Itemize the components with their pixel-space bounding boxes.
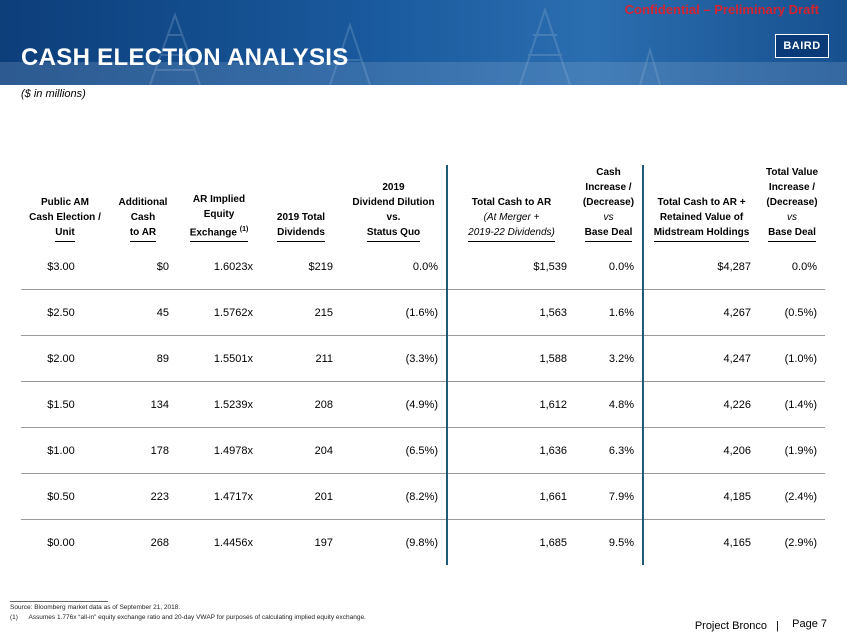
- cell-value-increase: (2.9%): [759, 520, 825, 566]
- cell-additional-cash: 45: [109, 290, 177, 336]
- cell-additional-cash: 268: [109, 520, 177, 566]
- footnote-divider: [10, 601, 108, 602]
- cell-total-dividends: 197: [261, 520, 341, 566]
- cell-cash-election: $1.50: [21, 382, 109, 428]
- cell-total-retained: $4,287: [717, 260, 751, 273]
- table-header-row: [21, 165, 825, 244]
- cell-cash-election: $1.00: [21, 428, 109, 474]
- units-note: ($ in millions): [21, 88, 86, 100]
- cell-total-dividends: 211: [261, 336, 341, 382]
- footer-project: [695, 620, 779, 632]
- cell-additional-cash: 178: [109, 428, 177, 474]
- table-row: [21, 244, 825, 290]
- header-2019-total-dividends: 2019 Total Dividends: [261, 165, 341, 244]
- table-row: [21, 290, 825, 336]
- header-total-cash-retained: Total Cash to AR + Retained Value of Midstream Holdings: [643, 165, 759, 244]
- cell-implied-exchange: 1.5501x: [177, 336, 261, 382]
- cell-dividend-dilution: (1.6%): [341, 290, 447, 336]
- cell-total-retained: 4,226: [643, 382, 759, 428]
- cell-total-cash: $1,539: [533, 260, 567, 273]
- cell-cash-increase: 9.5%: [575, 520, 643, 566]
- cell-total-dividends: 204: [261, 428, 341, 474]
- cell-total-dividends: 201: [261, 474, 341, 520]
- header-additional-cash: Additional Cash to AR: [109, 165, 177, 244]
- cell-total-cash: 1,636: [447, 428, 575, 474]
- cell-value-increase: 0.0%: [791, 260, 817, 273]
- cell-dividend-dilution: (8.2%): [341, 474, 447, 520]
- cell-cash-election: $3.00: [47, 260, 75, 273]
- cell-value-increase: (1.0%): [759, 336, 825, 382]
- cell-total-retained: 4,267: [643, 290, 759, 336]
- cell-additional-cash: 89: [109, 336, 177, 382]
- cell-cash-increase: 3.2%: [575, 336, 643, 382]
- confidential-label: Confidential – Preliminary Draft: [624, 2, 819, 17]
- footnote-1-text: Assumes 1.776x “all-in” equity exchange ratio and 20-day VWAP for purposes of calculating implied equity exchange.: [28, 614, 366, 621]
- cell-cash-election: $2.50: [21, 290, 109, 336]
- cell-total-cash: 1,588: [447, 336, 575, 382]
- cell-total-dividends: 215: [261, 290, 341, 336]
- header-dividend-dilution: 2019 Dividend Dilution vs. Status Quo: [341, 165, 447, 244]
- header-cash-increase: Cash Increase / (Decrease) vs Base Deal: [575, 165, 643, 244]
- cell-total-cash: 1,612: [447, 382, 575, 428]
- cell-cash-increase: 1.6%: [575, 290, 643, 336]
- cell-implied-exchange: 1.5762x: [177, 290, 261, 336]
- cell-dividend-dilution: 0.0%: [341, 244, 447, 290]
- table-row: [21, 336, 825, 382]
- cell-total-dividends: 208: [261, 382, 341, 428]
- cell-cash-election: $0.00: [21, 520, 109, 566]
- cell-additional-cash: $0: [156, 260, 169, 273]
- cell-total-dividends: $219: [308, 260, 333, 273]
- cell-value-increase: (1.4%): [759, 382, 825, 428]
- cell-implied-exchange: 1.4717x: [177, 474, 261, 520]
- cell-total-retained: 4,185: [643, 474, 759, 520]
- table-row: [21, 382, 825, 428]
- cell-additional-cash: 223: [109, 474, 177, 520]
- cell-total-retained: 4,165: [643, 520, 759, 566]
- cell-total-retained: 4,206: [643, 428, 759, 474]
- cash-election-table: [21, 165, 825, 565]
- cell-dividend-dilution: (9.8%): [341, 520, 447, 566]
- baird-logo: BAIRD: [775, 34, 829, 58]
- cell-dividend-dilution: (4.9%): [341, 382, 447, 428]
- cell-implied-exchange: 1.4978x: [177, 428, 261, 474]
- cell-implied-exchange: 1.5239x: [177, 382, 261, 428]
- cell-cash-increase: 4.8%: [575, 382, 643, 428]
- table-row: [21, 520, 825, 566]
- cell-implied-exchange: 1.4456x: [177, 520, 261, 566]
- header-total-value-increase: Total Value Increase / (Decrease) vs Base Deal: [759, 165, 825, 244]
- cell-additional-cash: 134: [109, 382, 177, 428]
- table-row: [21, 428, 825, 474]
- cell-value-increase: (2.4%): [759, 474, 825, 520]
- cell-value-increase: (0.5%): [759, 290, 825, 336]
- cell-dividend-dilution: (6.5%): [341, 428, 447, 474]
- cell-implied-exchange: 1.6023x: [213, 260, 253, 273]
- cell-cash-increase: 7.9%: [575, 474, 643, 520]
- cell-dividend-dilution: (3.3%): [341, 336, 447, 382]
- project-name: Project Bronco: [694, 620, 767, 632]
- cell-value-increase: (1.9%): [759, 428, 825, 474]
- footer-separator: |: [776, 620, 779, 632]
- cell-total-retained: 4,247: [643, 336, 759, 382]
- header-cash-election: Public AM Cash Election / Unit: [21, 165, 109, 244]
- header-implied-equity-exchange: AR Implied Equity Exchange $^{(1)}$: [177, 165, 261, 244]
- cell-cash-increase: 6.3%: [575, 428, 643, 474]
- page-number: Page 7: [792, 618, 827, 630]
- cell-total-cash: 1,563: [447, 290, 575, 336]
- cell-total-cash: 1,661: [447, 474, 575, 520]
- footnote-1: [10, 614, 366, 621]
- cell-cash-increase: 0.0%: [575, 244, 643, 290]
- header-total-cash-to-ar: Total Cash to AR (At Merger + 2019-22 Dividends): [447, 165, 575, 244]
- footnote-1-number: (1): [10, 614, 18, 621]
- cell-total-cash: 1,685: [447, 520, 575, 566]
- header-banner: [0, 0, 847, 85]
- cell-cash-election: $0.50: [21, 474, 109, 520]
- table-row: [21, 474, 825, 520]
- page-title: CASH ELECTION ANALYSIS: [21, 44, 349, 71]
- cell-cash-election: $2.00: [21, 336, 109, 382]
- source-footnote: Source: Bloomberg market data as of September 21, 2018.: [10, 604, 181, 611]
